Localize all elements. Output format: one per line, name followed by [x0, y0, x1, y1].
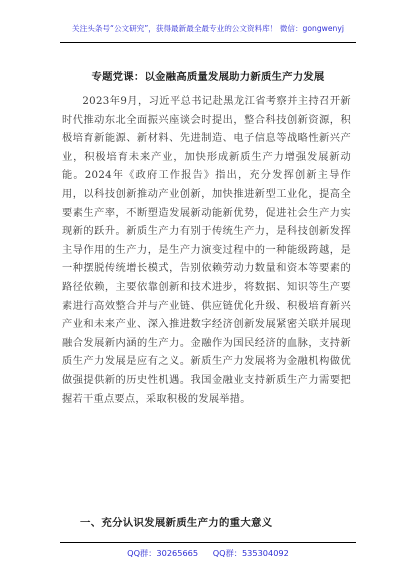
section-heading: 一、充分认识发展新质生产力的重大意义 [80, 517, 273, 529]
document-title: 专题党课：以金融高质量发展助力新质生产力发展 [91, 71, 325, 83]
footer-contacts [60, 548, 356, 559]
footer-qq-group-1[interactable]: QQ群：30265665 [127, 548, 199, 558]
body-paragraph: 2023年9月，习近平总书记赴黑龙江省考察并主持召开新时代推动东北全面振兴座谈会时提出，整合科技创新资源，积极培育新能源、新材料、先进制造、电子信息等战略性新兴产业，积极培育未来产业，加快形成新质生产力增强发展新动能。2024年《政府工作报告》指出，充分发挥创新主导作用，以科技创新推动产业创新，加快推进新型工业化，提高全要素生产率，不断塑造发展新动能新优势，促进社会生产力实现新的跃升。新质生产力有别于传统生产力，是科技创新发挥主导作用的生产力，是生产力演变过程中的一种能级跨越，是一种摆脱传统增长模式，告别依赖劳动力数量和资本等要素的路径依赖，主要依靠创新和技术进步，将数据、知识等生产要素进行高效整合并与产业链、供应链优化升级、积极培育新兴产业和未来产业、深入推进数字经济创新发展紧密关联并展现融合发展新内涵的生产力。金融作为国民经济的血脉，支持新质生产力发展是应有之义。新质生产力发展将为金融机构做优做强提供新的历史性机遇。我国金融业支持新质生产力需要把握若干重点要点，采取积极的发展举措。 [62, 96, 351, 405]
header-notice[interactable]: 关注头条号“公文研究”，获得最新最全最专业的公文资料库！ 微信：gongwenyj [72, 24, 344, 33]
page-header [60, 20, 356, 43]
document-body [62, 93, 351, 409]
page-footer [60, 542, 356, 561]
footer-qq-group-2[interactable]: QQ群：535304092 [212, 548, 289, 558]
